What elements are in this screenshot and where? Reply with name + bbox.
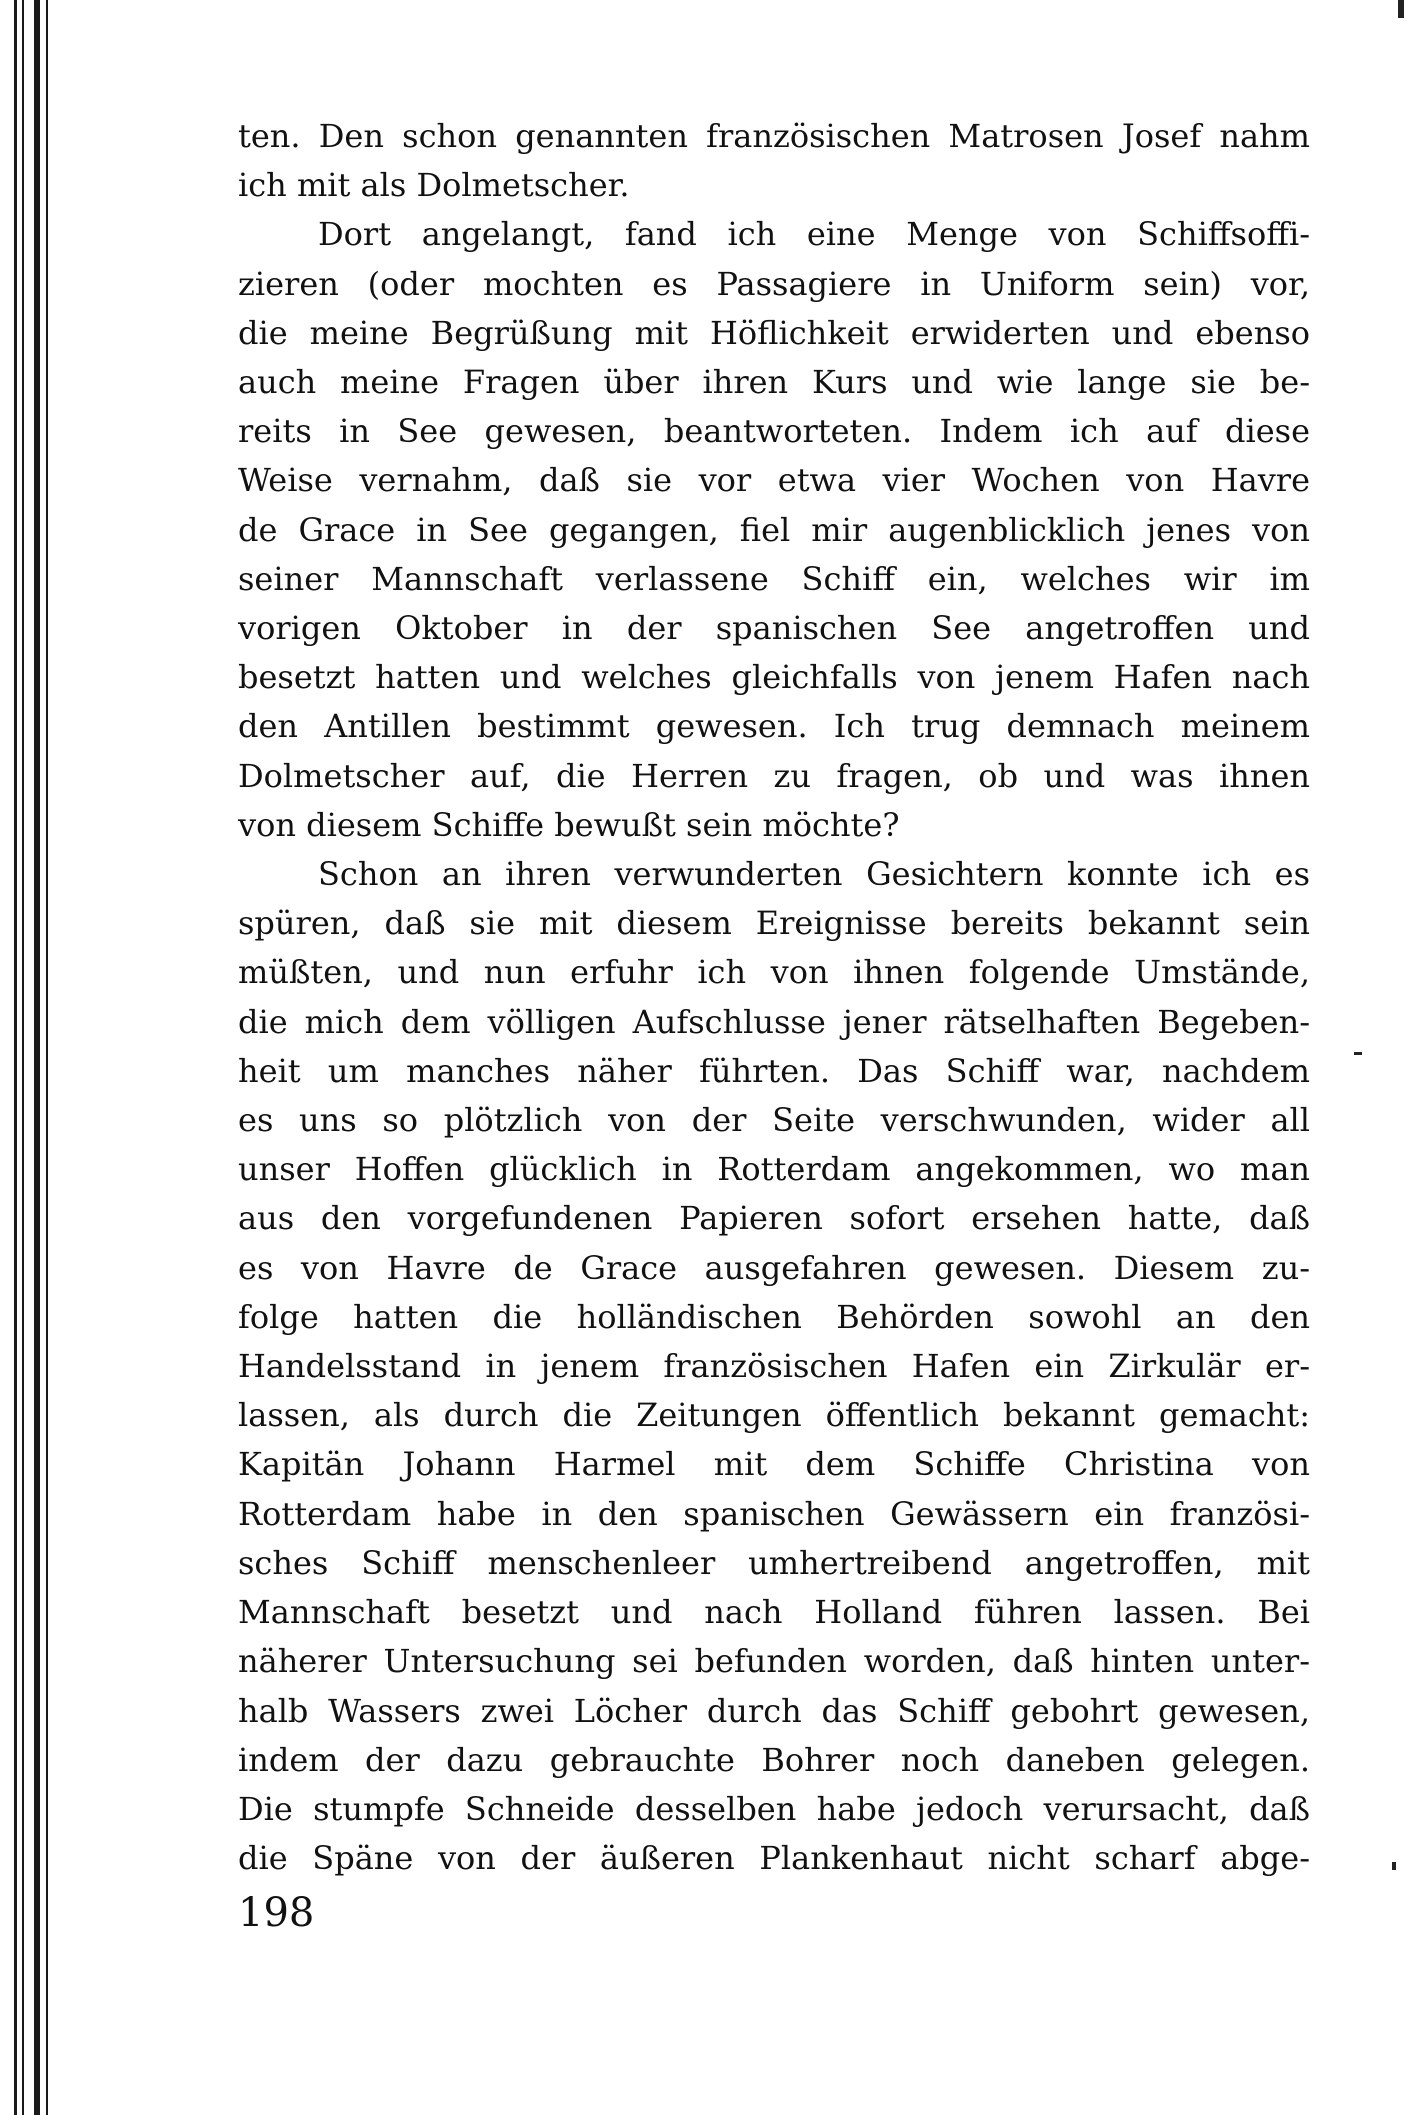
text-line: unser Hoffen glücklich in Rotterdam angekommen, wo man <box>238 1150 1310 1189</box>
text-line: die mich dem völligen Aufschlusse jener rätselhaften Begeben- <box>238 1002 1310 1041</box>
text-line: Handelsstand in jenem französischen Hafen ein Zirkulär er- <box>238 1347 1310 1386</box>
text-line: Die stumpfe Schneide desselben habe jedoch verursacht, daß <box>238 1789 1310 1828</box>
text-line: spüren, daß sie mit diesem Ereignisse bereits bekannt sein <box>238 904 1310 943</box>
text-line: die meine Begrüßung mit Höflichkeit erwiderten und ebenso <box>238 313 1310 352</box>
text-line: es uns so plötzlich von der Seite verschwunden, wider all <box>238 1101 1310 1140</box>
text-line: Rotterdam habe in den spanischen Gewässern ein französi- <box>238 1494 1310 1533</box>
paragraph <box>238 850 1310 1883</box>
text-line: indem der dazu gebrauchte Bohrer noch daneben gelegen. <box>238 1740 1310 1779</box>
text-line: die Späne von der äußeren Plankenhaut nicht scharf abge- <box>238 1839 1310 1878</box>
text-line: auch meine Fragen über ihren Kurs und wie lange sie be- <box>238 363 1310 402</box>
text-line: halb Wassers zwei Löcher durch das Schiff gebohrt gewesen, <box>238 1691 1310 1730</box>
text-line: Kapitän Johann Harmel mit dem Schiffe Christina von <box>238 1445 1310 1484</box>
scan-speck <box>1398 0 1404 18</box>
text-line: ich mit als Dolmetscher. <box>238 166 630 205</box>
text-line: de Grace in See gegangen, fiel mir augenblicklich jenes von <box>238 510 1310 549</box>
text-line: Dort angelangt, fand ich eine Menge von Schiffsoffi- <box>318 215 1310 254</box>
text-line: reits in See gewesen, beantworteten. Indem ich auf diese <box>238 412 1310 451</box>
text-line: besetzt hatten und welches gleichfalls von jenem Hafen nach <box>238 658 1310 697</box>
scan-speck <box>1392 1862 1396 1870</box>
page-number: 198 <box>238 1890 315 1936</box>
text-line: aus den vorgefundenen Papieren sofort ersehen hatte, daß <box>238 1199 1310 1238</box>
text-line: folge hatten die holländischen Behörden sowohl an den <box>238 1297 1310 1336</box>
text-line: Weise vernahm, daß sie vor etwa vier Wochen von Havre <box>238 461 1310 500</box>
text-line: zieren (oder mochten es Passagiere in Uniform sein) vor, <box>238 264 1310 303</box>
text-line: seiner Mannschaft verlassene Schiff ein, welches wir im <box>238 559 1310 598</box>
text-line: ten. Den schon genannten französischen Matrosen Josef nahm <box>238 117 1310 155</box>
text-line: näherer Untersuchung sei befunden worden, daß hinten unter- <box>238 1642 1310 1681</box>
text-line: Schon an ihren verwunderten Gesichtern konnte ich es <box>318 855 1310 894</box>
text-line: Dolmetscher auf, die Herren zu fragen, ob und was ihnen <box>238 756 1310 795</box>
paragraph <box>238 112 1310 210</box>
text-line: vorigen Oktober in der spanischen See angetroffen und <box>238 609 1310 648</box>
text-line: heit um manches näher führten. Das Schiff war, nachdem <box>238 1051 1310 1090</box>
text-line: von diesem Schiffe bewußt sein möchte? <box>238 805 900 844</box>
text-line: sches Schiff menschenleer umhertreibend angetroffen, mit <box>238 1543 1310 1582</box>
text-line: müßten, und nun erfuhr ich von ihnen folgende Umstände, <box>238 953 1310 992</box>
page-body-text <box>238 112 1310 1883</box>
page-binding-edge <box>0 0 60 2115</box>
paragraph <box>238 210 1310 850</box>
scan-speck <box>1354 1052 1362 1055</box>
text-line: Mannschaft besetzt und nach Holland führen lassen. Bei <box>238 1593 1310 1632</box>
text-line: es von Havre de Grace ausgefahren gewesen. Diesem zu- <box>238 1248 1310 1287</box>
text-line: lassen, als durch die Zeitungen öffentlich bekannt gemacht: <box>238 1396 1310 1435</box>
text-line: den Antillen bestimmt gewesen. Ich trug demnach meinem <box>238 707 1310 746</box>
